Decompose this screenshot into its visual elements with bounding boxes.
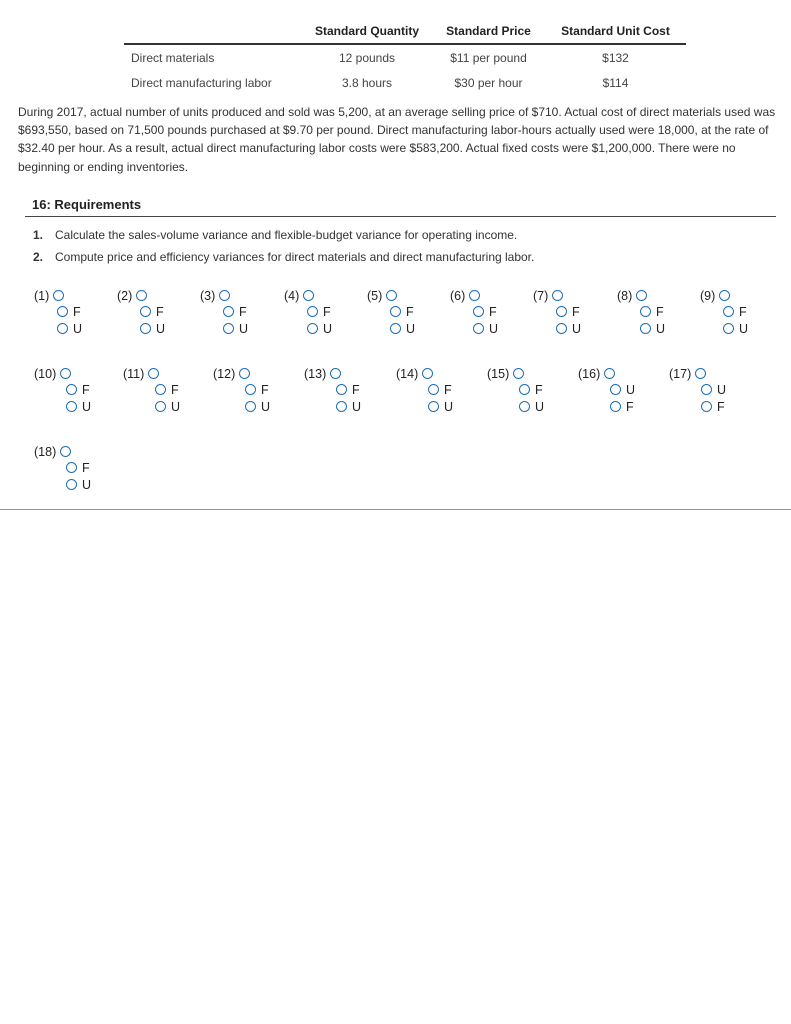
option-label: U [82, 400, 92, 414]
requirement-item [33, 224, 534, 246]
answer-option[interactable] [669, 399, 726, 416]
answer-option[interactable] [213, 382, 270, 399]
option-label: U [535, 400, 545, 414]
option-radio[interactable] [307, 323, 318, 334]
answer-option[interactable] [396, 382, 453, 399]
answer-option[interactable] [34, 460, 91, 477]
option-radio[interactable] [223, 323, 234, 334]
blank-option-radio[interactable] [552, 290, 563, 301]
option-radio[interactable] [155, 384, 166, 395]
option-radio[interactable] [66, 384, 77, 395]
answer-option[interactable] [533, 304, 581, 321]
answer-option[interactable] [700, 304, 748, 321]
answer-option[interactable] [617, 321, 665, 338]
option-label: U [656, 322, 666, 336]
option-radio[interactable] [223, 306, 234, 317]
option-radio[interactable] [640, 306, 651, 317]
table-cell: $30 per hour [454, 75, 523, 90]
answer-group-header [669, 366, 726, 382]
option-radio[interactable] [390, 306, 401, 317]
question-number: (17) [669, 367, 692, 381]
option-radio[interactable] [473, 306, 484, 317]
answer-option[interactable] [450, 321, 498, 338]
option-radio[interactable] [66, 479, 77, 490]
blank-option-radio[interactable] [422, 368, 433, 379]
option-radio[interactable] [701, 401, 712, 412]
blank-option-radio[interactable] [60, 368, 71, 379]
table-cell: 3.8 hours [341, 75, 393, 90]
table-row [124, 70, 686, 95]
table-cell: $132 [602, 50, 629, 65]
option-label: F [406, 305, 414, 319]
answer-group-header [34, 366, 91, 382]
option-label: U [406, 322, 416, 336]
option-label: U [82, 478, 92, 492]
requirement-item [33, 246, 534, 268]
answer-group-header [396, 366, 453, 382]
answer-option[interactable] [533, 321, 581, 338]
table-cell: $114 [602, 75, 629, 90]
question-number: (16) [578, 367, 601, 381]
answer-group [533, 288, 581, 338]
option-label: F [171, 383, 179, 397]
answer-option[interactable] [200, 304, 248, 321]
requirements-list [33, 224, 534, 268]
table-header-row [124, 18, 686, 44]
table-header-cell [124, 18, 302, 44]
answer-option[interactable] [117, 304, 165, 321]
option-radio[interactable] [66, 462, 77, 473]
question-number: (5) [367, 289, 383, 303]
option-radio[interactable] [519, 384, 530, 395]
question-number: (1) [34, 289, 50, 303]
blank-option-radio[interactable] [513, 368, 524, 379]
answer-group [34, 444, 91, 494]
question-number: (18) [34, 445, 57, 459]
answer-option[interactable] [450, 304, 498, 321]
question-number: (7) [533, 289, 549, 303]
option-label: F [352, 383, 360, 397]
answer-group-header [533, 288, 581, 304]
blank-option-radio[interactable] [604, 368, 615, 379]
answer-group-header [487, 366, 544, 382]
answer-option[interactable] [213, 399, 270, 416]
option-label: F [626, 400, 634, 414]
option-label: F [156, 305, 164, 319]
answer-group [617, 288, 665, 338]
question-number: (10) [34, 367, 57, 381]
answer-group-header [123, 366, 180, 382]
blank-option-radio[interactable] [719, 290, 730, 301]
question-number: (15) [487, 367, 510, 381]
option-radio[interactable] [473, 323, 484, 334]
option-label: U [572, 322, 582, 336]
answer-group [669, 366, 726, 416]
option-radio[interactable] [245, 401, 256, 412]
option-radio[interactable] [723, 323, 734, 334]
table-header-cell: Standard Quantity [302, 18, 432, 44]
blank-option-radio[interactable] [695, 368, 706, 379]
option-label: U [171, 400, 181, 414]
requirements-divider [25, 216, 776, 217]
option-label: U [156, 322, 166, 336]
option-label: U [626, 383, 636, 397]
table-row [124, 44, 686, 70]
requirement-text: Calculate the sales-volume variance and flexible-budget variance for operating income. [55, 228, 518, 242]
option-radio[interactable] [336, 401, 347, 412]
answer-group [34, 366, 91, 416]
answer-group [578, 366, 635, 416]
blank-option-radio[interactable] [53, 290, 64, 301]
answer-option[interactable] [396, 399, 453, 416]
answer-group [304, 366, 361, 416]
answer-group-header [34, 444, 91, 460]
requirement-text: Compute price and efficiency variances for direct materials and direct manufacturing labor. [55, 250, 535, 264]
table-cell: Direct manufacturing labor [131, 75, 272, 90]
answer-option[interactable] [700, 321, 748, 338]
question-number: (11) [123, 367, 145, 381]
answer-option[interactable] [578, 399, 635, 416]
option-radio[interactable] [556, 323, 567, 334]
answer-group-header [200, 288, 248, 304]
option-label: F [239, 305, 247, 319]
option-label: F [535, 383, 543, 397]
answer-group-header [700, 288, 748, 304]
answer-group [34, 288, 82, 338]
option-radio[interactable] [640, 323, 651, 334]
answer-option[interactable] [34, 321, 82, 338]
answer-group-header [367, 288, 415, 304]
option-radio[interactable] [556, 306, 567, 317]
requirement-number: 1. [33, 228, 44, 242]
answer-group-header [304, 366, 361, 382]
answer-group [367, 288, 415, 338]
requirements-title: 16: Requirements [32, 197, 142, 212]
option-radio[interactable] [428, 401, 439, 412]
blank-option-radio[interactable] [386, 290, 397, 301]
option-label: F [572, 305, 580, 319]
option-radio[interactable] [336, 384, 347, 395]
option-label: F [444, 383, 452, 397]
question-number: (2) [117, 289, 133, 303]
question-number: (6) [450, 289, 466, 303]
answer-option[interactable] [487, 399, 544, 416]
answer-option[interactable] [487, 382, 544, 399]
answer-group [117, 288, 165, 338]
answer-option[interactable] [34, 304, 82, 321]
bottom-divider [0, 509, 791, 510]
question-number: (4) [284, 289, 300, 303]
standards-table [124, 18, 686, 95]
option-label: U [261, 400, 271, 414]
answer-group-header [213, 366, 270, 382]
answer-group-header [578, 366, 635, 382]
option-label: F [82, 383, 90, 397]
blank-option-radio[interactable] [148, 368, 159, 379]
answer-group [396, 366, 453, 416]
option-label: U [352, 400, 362, 414]
option-radio[interactable] [140, 323, 151, 334]
answer-group-header [34, 288, 82, 304]
option-radio[interactable] [57, 306, 68, 317]
option-label: U [489, 322, 499, 336]
blank-option-radio[interactable] [239, 368, 250, 379]
option-radio[interactable] [57, 323, 68, 334]
answer-group [123, 366, 180, 416]
answer-option[interactable] [284, 321, 332, 338]
option-radio[interactable] [701, 384, 712, 395]
option-label: F [73, 305, 81, 319]
answer-option[interactable] [578, 382, 635, 399]
option-label: U [444, 400, 454, 414]
option-label: U [73, 322, 83, 336]
option-label: U [739, 322, 749, 336]
answer-option[interactable] [34, 382, 91, 399]
answer-option[interactable] [304, 382, 361, 399]
option-radio[interactable] [155, 401, 166, 412]
table-header-cell: Standard Unit Cost [545, 18, 686, 44]
option-radio[interactable] [610, 401, 621, 412]
option-radio[interactable] [723, 306, 734, 317]
option-radio[interactable] [307, 306, 318, 317]
option-label: F [489, 305, 497, 319]
answer-group [487, 366, 544, 416]
blank-option-radio[interactable] [330, 368, 341, 379]
answer-group [450, 288, 498, 338]
requirement-number: 2. [33, 250, 44, 264]
question-number: (14) [396, 367, 419, 381]
blank-option-radio[interactable] [636, 290, 647, 301]
option-label: F [717, 400, 725, 414]
option-radio[interactable] [519, 401, 530, 412]
answer-option[interactable] [617, 304, 665, 321]
option-radio[interactable] [245, 384, 256, 395]
answer-option[interactable] [669, 382, 726, 399]
blank-option-radio[interactable] [136, 290, 147, 301]
blank-option-radio[interactable] [469, 290, 480, 301]
option-radio[interactable] [66, 401, 77, 412]
option-radio[interactable] [140, 306, 151, 317]
answer-option[interactable] [200, 321, 248, 338]
option-label: F [261, 383, 269, 397]
answer-group [700, 288, 748, 338]
option-radio[interactable] [428, 384, 439, 395]
option-label: U [323, 322, 333, 336]
option-label: F [82, 461, 90, 475]
question-number: (3) [200, 289, 216, 303]
answer-group [213, 366, 270, 416]
problem-narrative: During 2017, actual number of units produced and sold was 5,200, at an average selling price of $710. Actual cost of direct materials used was $693,550, based on 71,500 pounds purchased at $9.70 per pound. Direct manufacturing labor-hours actually used were 18,000, at the rate of $32.40 per hour. As a result, actual direct manufacturing labor costs were $583,200. Actual fixed costs were $1,200,000. There were no beginning or ending inventories. [18, 105, 776, 174]
answer-option[interactable] [367, 321, 415, 338]
answer-option[interactable] [304, 399, 361, 416]
answer-group-header [117, 288, 165, 304]
option-label: F [656, 305, 664, 319]
table-cell: $11 per pound [450, 50, 527, 65]
table-cell: Direct materials [131, 50, 215, 65]
option-label: U [717, 383, 727, 397]
blank-option-radio[interactable] [219, 290, 230, 301]
table-header-cell: Standard Price [432, 18, 545, 44]
answer-group-header [617, 288, 665, 304]
answer-group [200, 288, 248, 338]
answer-group-header [450, 288, 498, 304]
table-cell: 12 pounds [338, 50, 396, 65]
blank-option-radio[interactable] [60, 446, 71, 457]
answer-option[interactable] [367, 304, 415, 321]
question-number: (12) [213, 367, 236, 381]
answer-group-header [284, 288, 332, 304]
option-label: F [323, 305, 331, 319]
blank-option-radio[interactable] [303, 290, 314, 301]
answer-option[interactable] [117, 321, 165, 338]
answer-option[interactable] [123, 382, 180, 399]
question-number: (13) [304, 367, 327, 381]
option-label: F [739, 305, 747, 319]
option-radio[interactable] [390, 323, 401, 334]
answer-option[interactable] [34, 399, 91, 416]
answer-option[interactable] [284, 304, 332, 321]
option-radio[interactable] [610, 384, 621, 395]
option-label: U [239, 322, 249, 336]
answer-group [284, 288, 332, 338]
answer-option[interactable] [34, 477, 91, 494]
question-number: (8) [617, 289, 633, 303]
question-number: (9) [700, 289, 716, 303]
answer-option[interactable] [123, 399, 180, 416]
